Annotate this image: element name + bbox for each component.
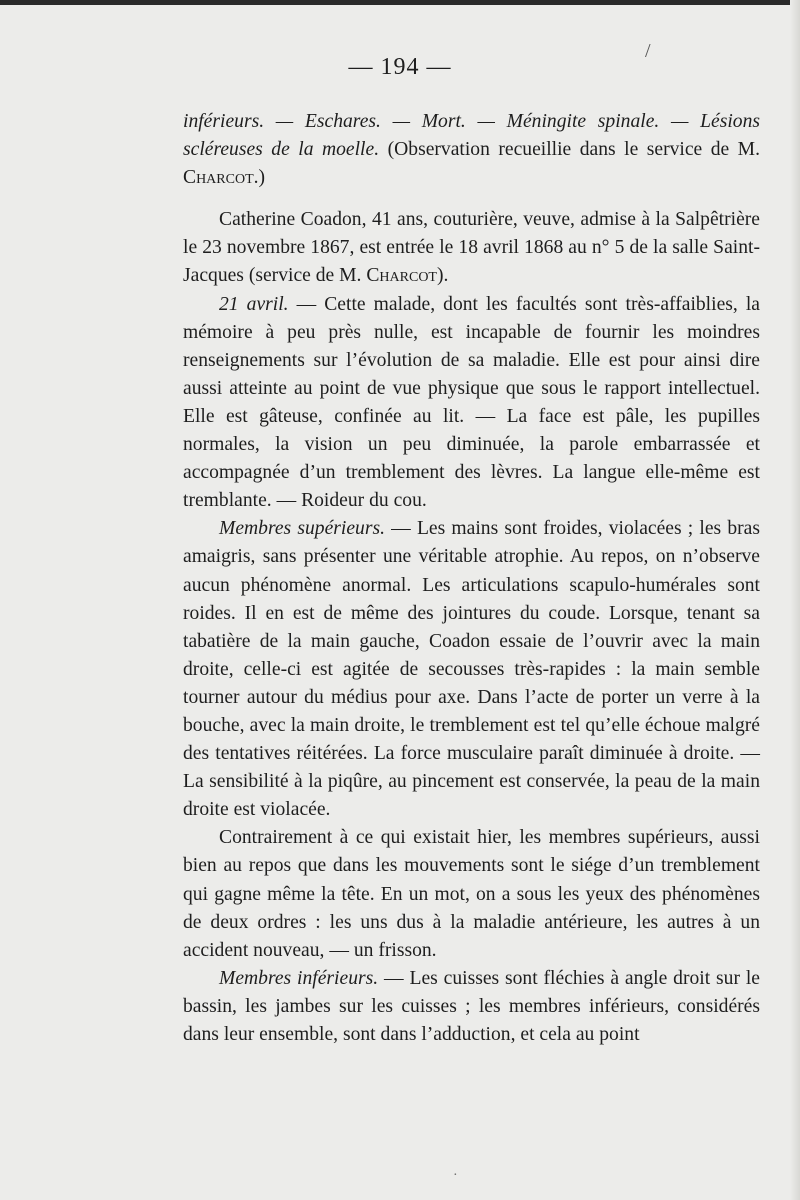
- intro-paragraph: [183, 206, 760, 290]
- avril-text: — Cette malade, dont les facultés sont très-affaiblies, la mémoire à peu près nulle, est incapable de fournir les moindres renseignements sur l’évolution de sa maladie. Elle est pour ainsi dire aussi atteinte au point de vue physique que sous le rapport intellectuel. Elle est gâteuse, confinée au lit. — La face est pâle, les pupilles normales, la vision un peu diminuée, la parole embarrassée et accompagnée d’un tremblement des lèvres. La langue elle-même est tremblante. — Roideur du cou.: [183, 293, 760, 512]
- contrairement-paragraph: Contrairement à ce qui existait hier, les membres supérieurs, aussi bien au repos que dans les mouvements sont le siége d’un tremblement qui gagne même la tête. En un mot, on a sous les yeux des phénomènes de deux ordres : les uns dus à la maladie antérieure, les autres à un accident nouveau, — un frisson.: [183, 827, 760, 961]
- page-right-edge: [790, 0, 800, 1200]
- superieurs-lead: Membres supérieurs.: [219, 518, 385, 540]
- avril-paragraph: [183, 291, 760, 516]
- inferieurs-text: — Les cuisses sont fléchies à angle droit sur le bassin, les jambes sur les cuisses ; les membres inférieurs, considérés dans leur ensemble, sont dans l’adduction, et cela au point: [183, 967, 761, 1045]
- observation-text-b: .): [253, 167, 266, 189]
- intro-text-a: Catherine Coadon, 41 ans, couturière, veuve, admise à la Salpêtrière le 23 novembre 1867, est entrée le 18 avril 1868 au n° 5 de la salle Saint-Jacques (service de M.: [183, 209, 760, 287]
- avril-lead: 21 avril.: [219, 293, 289, 315]
- pencil-tick-mark: /: [645, 40, 651, 62]
- superieurs-text: — Les mains sont froides, violacées ; les bras amaigris, sans présenter une véritable atrophie. Au repos, on n’observe aucun phénomène anormal. Les articulations scapulo-humérales sont roides. Il en est de même des jointures du coude. Lorsque, tenant sa tabatière de la main gauche, Coadon essaie de l’ouvrir avec la main droite, celle-ci est agitée de secousses très-rapides : la main semble tourner autour du médius pour axe. Dans l’acte de porter un verre à la bouche, avec la main droite, le tremblement est tel qu’elle échoue malgré des tentatives réitérées. La force musculaire paraît diminuée à droite. — La sensibilité à la piqûre, au pincement est conservée, la peau de la main droite est violacée.: [183, 518, 760, 821]
- body-text: [183, 108, 760, 1049]
- inferieurs-paragraph: [183, 965, 760, 1049]
- inferieurs-lead: Membres inférieurs.: [219, 967, 379, 989]
- heading-paragraph: [183, 108, 760, 192]
- page-number: — 194 —: [348, 54, 452, 80]
- bottom-mark: ·: [453, 1168, 458, 1183]
- observation-text-a: (Observation recueillie dans le service de M.: [387, 139, 760, 161]
- charcot-name: Charcot: [183, 167, 254, 189]
- superieurs-paragraph: [183, 515, 760, 824]
- intro-charcot-name: Charcot: [366, 265, 437, 287]
- page-top-edge: [0, 0, 800, 5]
- heading-italic: inférieurs. — Eschares. — Mort. — Méningite spinale. — Lésions scléreuses de la moelle.: [183, 111, 760, 161]
- intro-text-b: ).: [437, 265, 449, 287]
